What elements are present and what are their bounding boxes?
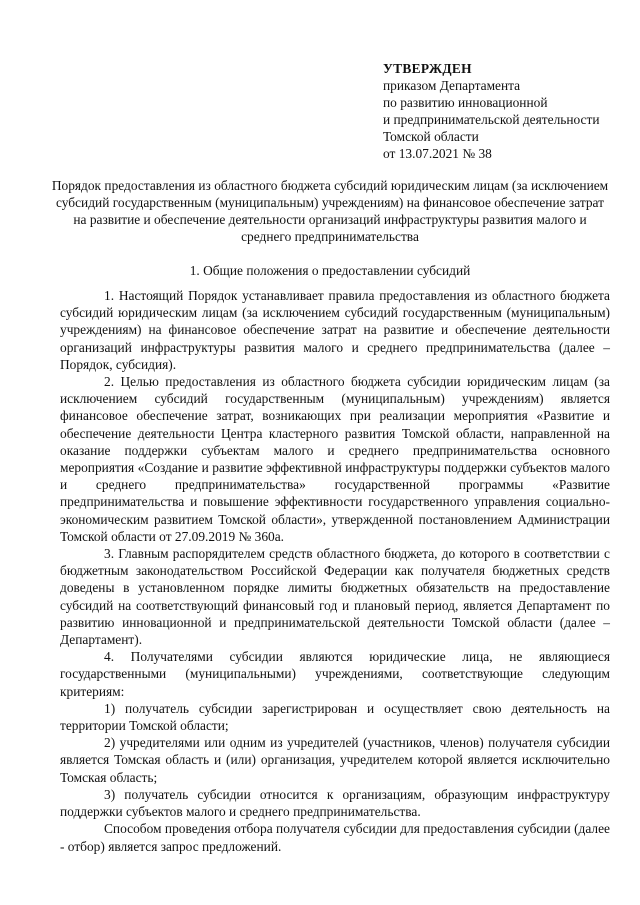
approval-line: приказом Департамента: [383, 78, 521, 93]
document-title: Порядок предоставления из областного бюджета субсидий юридическим лицам (за исключением субсидий государственным (муниципальным) учреждениям) на финансовое обеспечение затрат на развитие и обеспечение деятельности организаций инфраструктуры развития малого и среднего предпринимательства: [51, 178, 609, 244]
selection-method-paragraph: Способом проведения отбора получателя субсидии для предоставления субсидии (далее - отбор) является запрос предложений.: [60, 821, 610, 854]
approval-line: Томской области: [383, 129, 479, 144]
section-title: 1. Общие положения о предоставлении субсидий: [189, 263, 471, 278]
approval-date-line: от 13.07.2021 № 38: [383, 146, 492, 161]
paragraph-2: 2. Целью предоставления из областного бюджета субсидии юридическим лицам (за исключением субсидий государственным (муниципальным) учреждениям) является финансовое обеспечение затрат, возникающих при реализации мероприятия «Развитие и обеспечение деятельности Центра кластерного развития Томской области, направленной на оказание поддержки субъектам малого и среднего предпринимательства основного мероприятия «Создание и развитие эффективной инфраструктуры поддержки субъектов малого и среднего предпринимательства» государственной программы «Развитие предпринимательства и повышение эффективности государственного управления социально-экономическим развитием Томской области», утвержденной постановлением Администрации Томской области от 27.09.2019 № 360а.: [60, 374, 610, 544]
approval-stamp: [383, 60, 623, 162]
approval-line: и предпринимательской деятельности: [383, 112, 600, 127]
paragraph-4: 4. Получателями субсидии являются юридические лица, не являющиеся государственными (муниципальными) учреждениями, соответствующие следующим критериям:: [60, 649, 610, 699]
criterion-3: 3) получатель субсидии относится к организациям, образующим инфраструктуру поддержки субъектов малого и среднего предпринимательства.: [60, 786, 610, 820]
approval-line: по развитию инновационной: [383, 95, 548, 110]
criterion-1: 1) получатель субсидии зарегистрирован и осуществляет свою деятельность на территории Томской области;: [60, 700, 610, 734]
paragraph-3: 3. Главным распорядителем средств областного бюджета, до которого в соответствии с бюджетным законодательством Российской Федерации как получателя бюджетных средств доведены в установленном порядке лимиты бюджетных обязательств на предоставление субсидий на соответствующий финансовый год и плановый период, является Департамент по развитию инновационной и предпринимательской деятельности Томской области (далее – Департамент).: [60, 546, 610, 648]
paragraph-1: 1. Настоящий Порядок устанавливает правила предоставления из областного бюджета субсидий юридическим лицам (за исключением субсидий государственным (муниципальным) учреждениям) на финансовое обеспечение затрат на развитие и обеспечение деятельности организаций инфраструктуры развития малого и среднего предпринимательства (далее – Порядок, субсидия).: [60, 288, 610, 372]
criterion-2: 2) учредителями или одним из учредителей (участников, членов) получателя субсидии является Томская область и (или) организация, учредителем которой является исключительно Томская область;: [60, 735, 610, 785]
document-body: [60, 287, 610, 855]
approval-heading: УТВЕРЖДЕН: [383, 61, 472, 76]
